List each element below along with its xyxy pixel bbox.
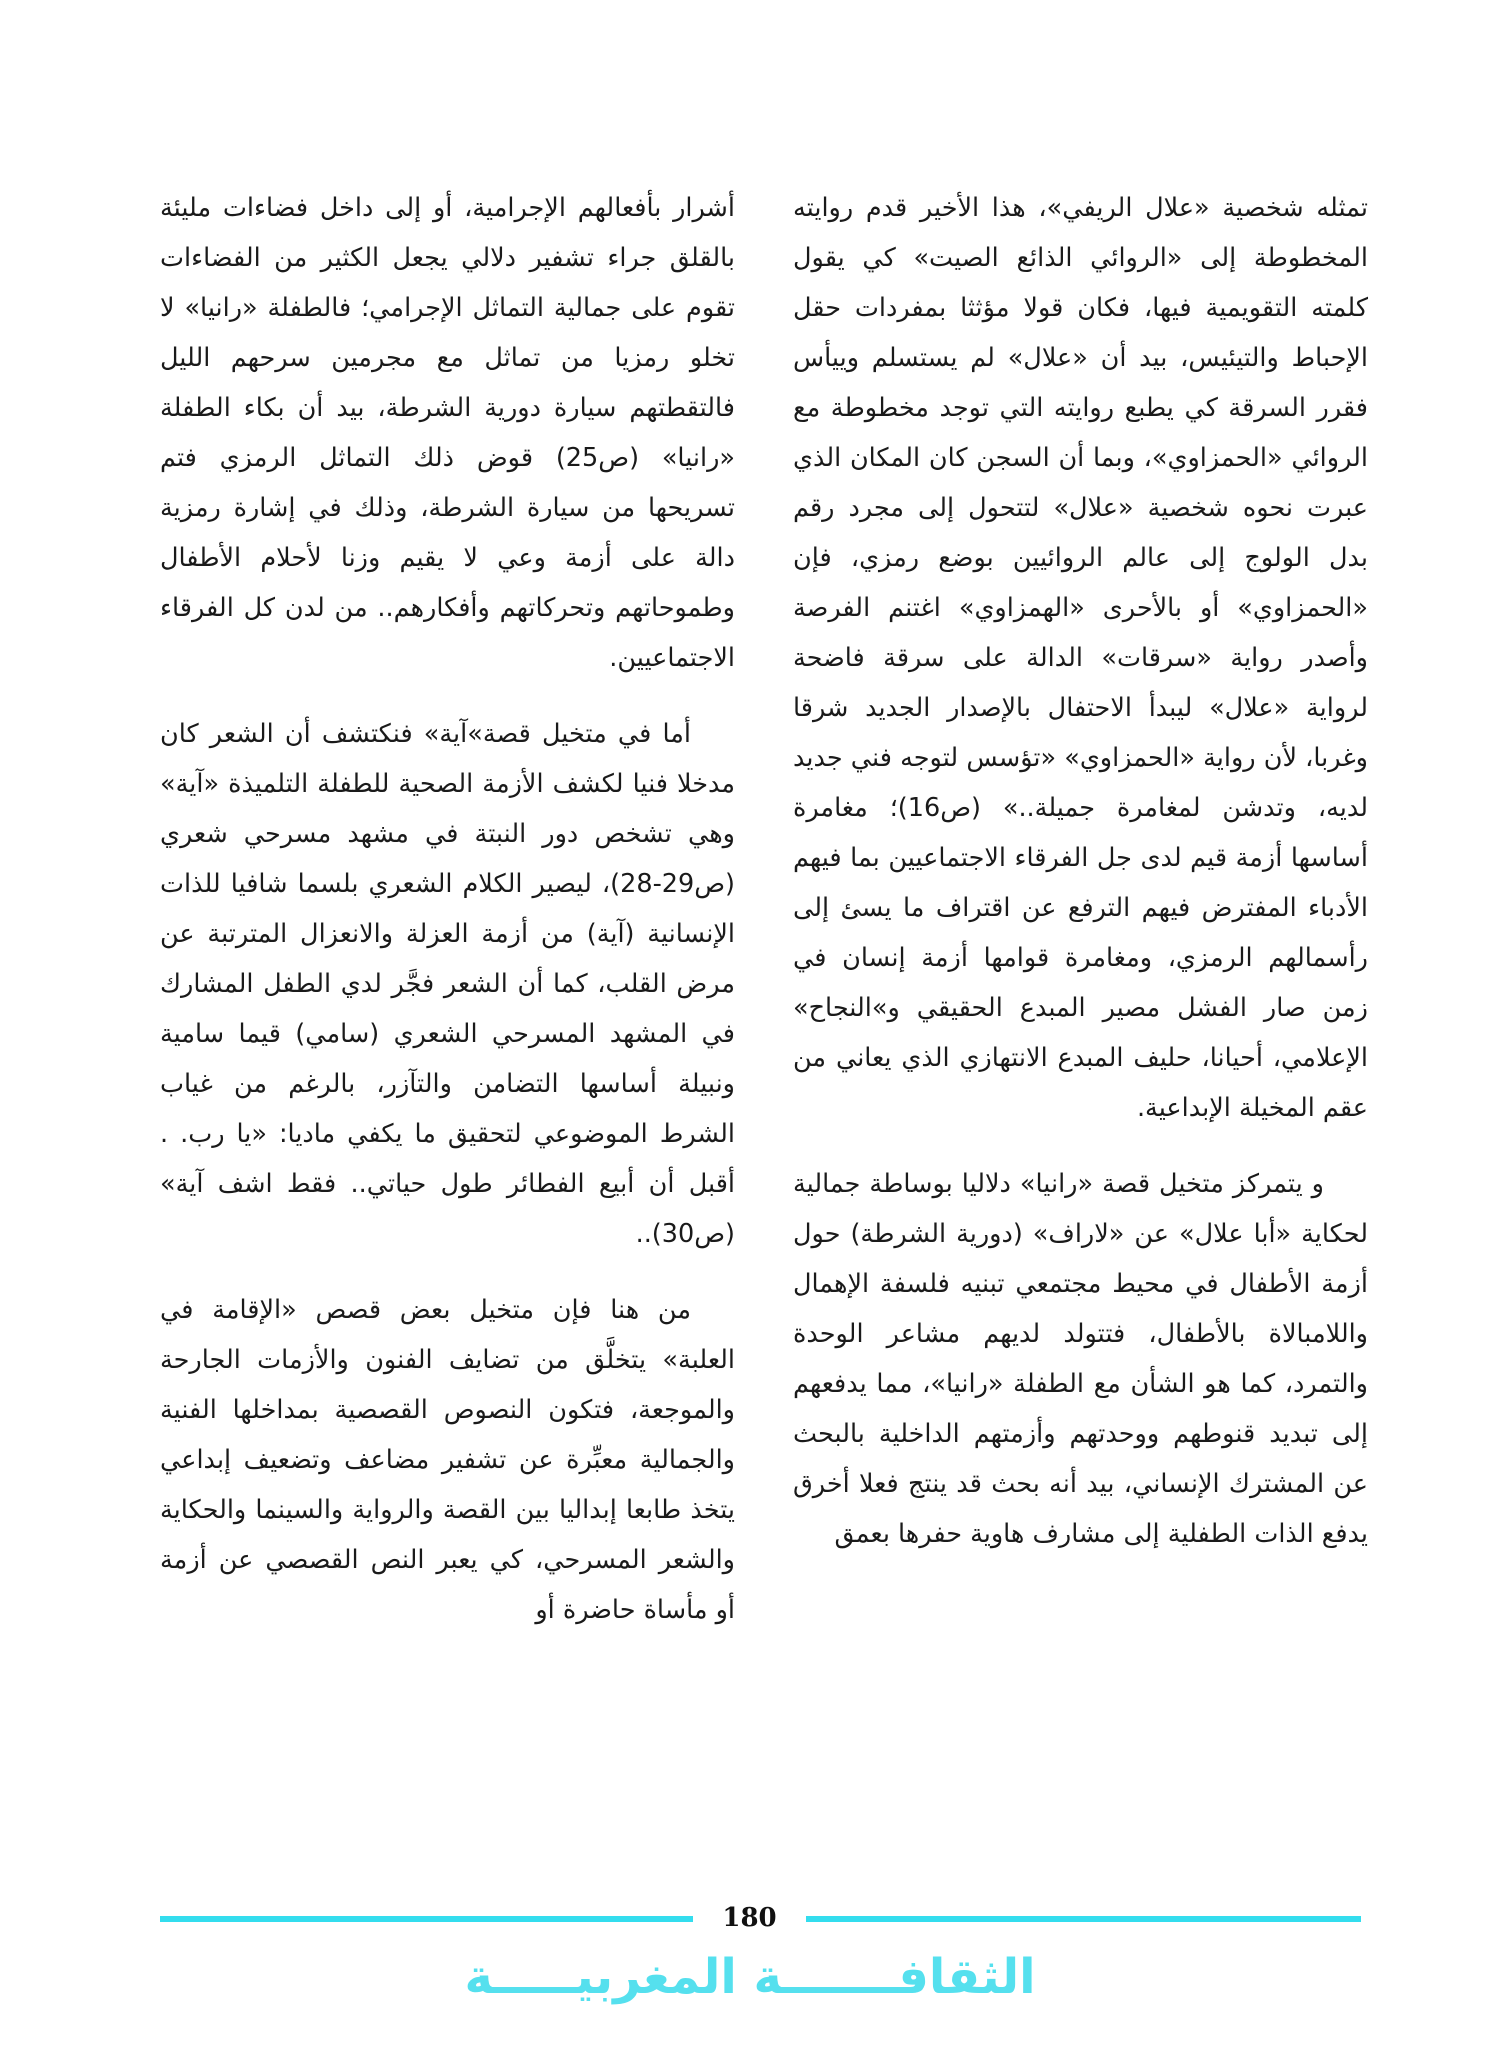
article-column-right xyxy=(793,183,1368,1559)
footer-rule-left xyxy=(160,1916,693,1922)
paragraph: من هنا فإن متخيل بعض قصص «الإقامة في العلبة» يتخلَّق من تضايف الفنون والأزمات الجارحة والموجعة، فتكون النصوص القصصية بمداخلها الفنية والجمالية معبِّرة عن تشفير مضاعف وتضعيف إبداعي يتخذ طابعا إبداليا بين القصة والرواية والسينما والحكاية والشعر المسرحي، كي يعبر النص القصصي عن أزمة أو مأساة حاضرة أو xyxy=(160,1295,735,1625)
article-column-left xyxy=(160,183,735,1635)
paragraph: أما في متخيل قصة»آية» فنكتشف أن الشعر كان مدخلا فنيا لكشف الأزمة الصحية للطفلة التلميذة «آية» وهي تشخص دور النبتة في مشهد مسرحي شعري (ص29-28)، ليصير الكلام الشعري بلسما شافيا للذات الإنسانية (آية) من أزمة العزلة والانعزال المترتبة عن مرض القلب، كما أن الشعر فجَّر لدي الطفل المشارك في المشهد المسرحي الشعري (سامي) قيما سامية ونبيلة أساسها التضامن والتآزر، بالرغم من غياب الشرط الموضوعي لتحقيق ما يكفي ماديا: «يا رب. . أقبل أن أبيع الفطائر طول حياتي.. فقط اشف آية» (ص30).. xyxy=(160,719,735,1249)
magazine-title: الثقافـــــــة المغربيـــــة xyxy=(464,1949,1036,2005)
paragraph: تمثله شخصية «علال الريفي»، هذا الأخير قدم روايته المخطوطة إلى «الروائي الذائع الصيت» كي يقول كلمته التقويمية فيها، فكان قولا مؤثثا بمفردات حقل الإحباط والتيئيس، بيد أن «علال» لم يستسلم وييأس فقرر السرقة كي يطبع روايته التي توجد مخطوطة مع الروائي «الحمزاوي»، وبما أن السجن كان المكان الذي عبرت نحوه شخصية «علال» لتتحول إلى مجرد رقم بدل الولوج إلى عالم الروائيين بوضع رمزي، فإن «الحمزاوي» أو بالأحرى «الهمزاوي» اغتنم الفرصة وأصدر رواية «سرقات» الدالة على سرقة فاضحة لرواية «علال» ليبدأ الاحتفال بالإصدار الجديد شرقا وغربا، لأن رواية «الحمزاوي» «تؤسس لتوجه فني جديد لديه، وتدشن لمغامرة جميلة..» (ص16)؛ مغامرة أساسها أزمة قيم لدى جل الفرقاء الاجتماعيين بما فيهم الأدباء المفترض فيهم الترفع عن اقتراف ما يسئ إلى رأسمالهم الرمزي، ومغامرة قوامها أزمة إنسان في زمن صار الفشل مصير المبدع الحقيقي و»النجاح» الإعلامي، أحيانا، حليف المبدع الانتهازي الذي يعاني من عقم المخيلة الإبداعية. xyxy=(793,193,1368,1123)
footer-rule-right xyxy=(806,1916,1361,1922)
page-number: 180 xyxy=(722,1903,777,1933)
paragraph: و يتمركز متخيل قصة «رانيا» دلاليا بوساطة جمالية لحكاية «أبا علال» عن «لاراف» (دورية الشرطة) حول أزمة الأطفال في محيط مجتمعي تبنيه فلسفة الإهمال واللامبالاة بالأطفال، فتتولد لديهم مشاعر الوحدة والتمرد، كما هو الشأن مع الطفلة «رانيا»، مما يدفعهم إلى تبديد قنوطهم ووحدتهم وأزمتهم الداخلية بالبحث عن المشترك الإنساني، بيد أنه بحث قد ينتج فعلا أخرق يدفع الذات الطفلية إلى مشارف هاوية حفرها بعمق xyxy=(793,1169,1368,1549)
paragraph: أشرار بأفعالهم الإجرامية، أو إلى داخل فضاءات مليئة بالقلق جراء تشفير دلالي يجعل الكثير من الفضاءات تقوم على جمالية التماثل الإجرامي؛ فالطفلة «رانيا» لا تخلو رمزيا من تماثل مع مجرمين سرحهم الليل فالتقطتهم سيارة دورية الشرطة، بيد أن بكاء الطفلة «رانيا» (ص25) قوض ذلك التماثل الرمزي فتم تسريحها من سيارة الشرطة، وذلك في إشارة رمزية دالة على أزمة وعي لا يقيم وزنا لأحلام الأطفال وطموحاتهم وتحركاتهم وأفكارهم.. من لدن كل الفرقاء الاجتماعيين. xyxy=(160,193,735,673)
